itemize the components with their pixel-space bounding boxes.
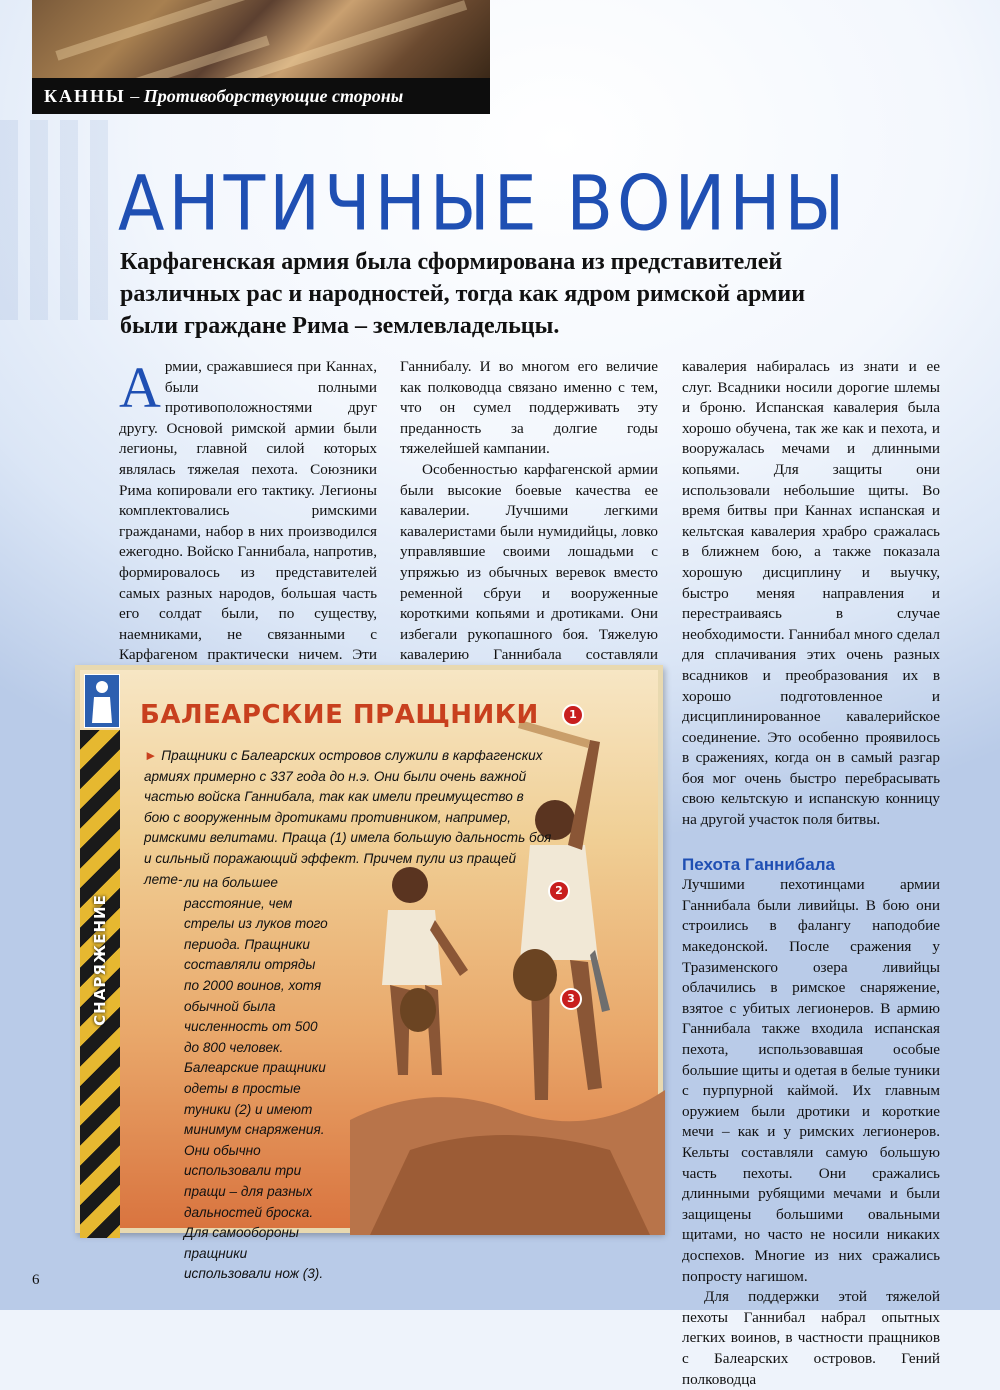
sidebar-box xyxy=(75,665,663,1282)
column-1 xyxy=(119,357,377,707)
col3-paragraph-1: кавалерия набиралась из знати и ее слуг. Всадники носили дорогие шлемы и броню. Испанская кавалерия была хорошо обучена, так же как и пехота, и вооружалась мечами и длинными копьями. Для защиты они использовали небольшие щиты. Во время битвы при Каннах испанская и кельтская кавалерия храбро сражалась в ближнем бою, а также показала хорошую дисциплину и выучку, быстро меняя направления и перестраиваясь в случае необходимости. Ганнибал много сделал для сплачивания этих очень разных всадников и преобразования их в хорошо подготовленное и дисциплинированное кавалерийское соединение. Это особенно проявилось в сражениях, когда он в самый разгар боя мог очень быстро перебрасывать свою кельтскую и испанскую конницу на другой участок поля битвы. xyxy=(682,358,940,829)
sidebar-text-1-body: Пращники с Балеарских островов служили в карфагенских армиях примерно с 337 года до н.э. Они были очень важной частью войска Ганнибала, так как имели преимущество в бою с вооруженным дротиками противником, например, римскими велитами. Праща (1) имела большую дальность боя и сильный поражающий эффект. Причем пули из пращей лете- xyxy=(144,748,552,887)
arrow-icon: ► xyxy=(144,748,158,763)
col2-paragraph-1: Ганнибалу. И во многом его величие как полководца связано именно с тем, что он сумел поддерживать эту преданность за долгие годы тяжелейшей кампании. xyxy=(400,358,658,458)
header-battle-image xyxy=(32,0,490,78)
column-3 xyxy=(682,357,940,1390)
column-2 xyxy=(400,357,658,707)
col3-paragraph-2: Лучшими пехотинцами армии Ганнибала были ливийцы. В бою они строились в фалангу наподобие македонской. После сражения у Тразименского озера ливийцы облачились в римское снаряжение, взятое с убитых легионеров. В армию Ганнибала также входила испанская пехота, использовавшая особые большие щиты и одетая в белые туники с пурпурной каймой. Их главным оружием были дротики и короткие мечи – как и у римских легионеров. Кельты составляли самую большую часть пехоты. Они сражались длинными рубящими мечами и были защищены большими овальными щитами, но часто не носили никаких доспехов. Многие из них сражались попросту нагишом. xyxy=(682,876,940,1285)
marker-1: 1 xyxy=(562,704,584,726)
equipment-icon xyxy=(84,674,120,728)
page-title: АНТИЧНЫЕ ВОИНЫ xyxy=(118,160,849,249)
lead-paragraph: Карфагенская армия была сформирована из представителей различных рас и народностей, тогда как ядром римской армии были граждане Рима – землевладельцы. xyxy=(120,249,806,339)
marker-2: 2 xyxy=(548,880,570,902)
col3-paragraph-3: Для поддержки этой тяжелой пехоты Ганнибал набрал опытных легких воинов, в частности пращников с Балеарских островов. Гений полководца xyxy=(682,1288,940,1388)
film-strip-decoration xyxy=(0,120,110,320)
sidebar-label xyxy=(85,870,115,1050)
sidebar-text-1 xyxy=(144,746,552,890)
drop-cap: А xyxy=(119,355,161,420)
page-number: 6 xyxy=(32,1272,40,1288)
section-header xyxy=(32,78,490,114)
col1-text: рмии, сражавшиеся при Каннах, были полными противоположностями друг другу. Основой римской армии были легионы, главной силой которых являлась тяжелая пехота. Союзники Рима копировали его тактику. Легионы комплектовались римскими гражданами, набор в них производился ежегодно. Войско Ганнибала, напротив, формировалось из представителей самых разных народов, большая часть его солдат были, по существу, наемниками, не связанными с Карфагеном практически ничем. Эти xyxy=(119,358,377,664)
col3-subheading: Пехота Ганнибала xyxy=(682,854,836,874)
marker-3: 3 xyxy=(560,988,582,1010)
section-name: КАННЫ xyxy=(44,86,126,106)
sidebar-title: БАЛЕАРСКИЕ ПРАЩНИКИ xyxy=(140,700,539,730)
section-dash: – xyxy=(130,86,140,106)
section-subtitle: Противоборствующие стороны xyxy=(143,86,404,106)
sidebar-label-text: СНАРЯЖЕНИЕ xyxy=(91,894,109,1026)
sidebar-text-2: ли на большее расстояние, чем стрелы из луков того периода. Пращники составляли отряды по 2000 воинов, хотя обычной была численность от 500 до 800 человек. Балеарские пращники одеты в простые туники (2) и имеют минимум снаряжения. Они обычно использовали три пращи – для разных дальностей броска. Для самообороны пращники использовали нож (3). xyxy=(184,875,328,1282)
col1-paragraph xyxy=(119,357,377,707)
col2-paragraph-2: Особенностью карфагенской армии были высокие боевые качества ее кавалерии. Лучшими легкими кавалеристами были нумидийцы, ловко управлявшие своими лошадьми с упряжью из обычных веревок вместо ременной сбруи и вооруженные короткими копьями и дротиками. Они избегали рукопашного боя. Тяжелую кавалерию Ганнибала составляли xyxy=(400,460,658,664)
